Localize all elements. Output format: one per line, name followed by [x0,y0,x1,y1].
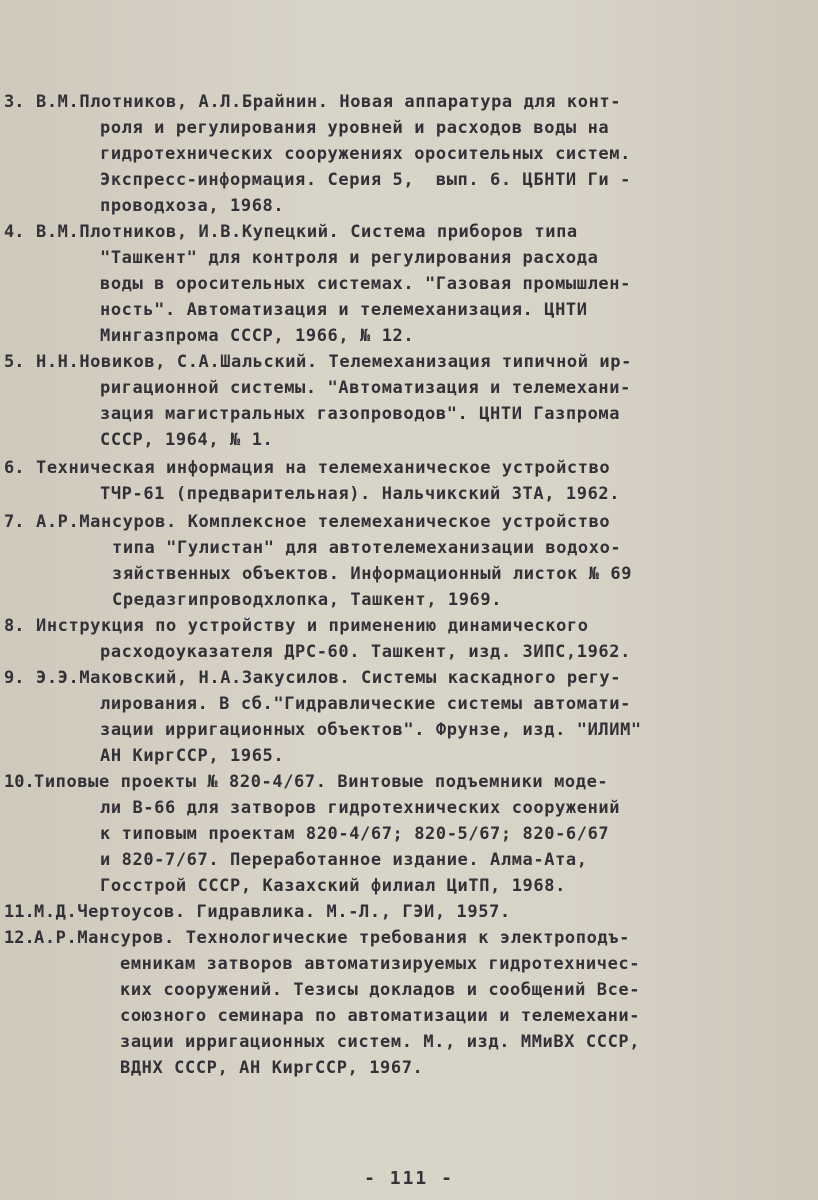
reference-line: проводхоза, 1968. [100,196,285,216]
reference-line: зация магистральных газопроводов". ЦНТИ Газпрома [100,404,621,424]
reference-line: гидротехнических сооружениях оросительных систем. [100,144,631,164]
reference-line: Типовые проекты № 820-4/67. Винтовые подъемники моде- [34,772,609,792]
reference-number: 5. [4,352,25,372]
reference-line: емникам затворов автоматизируемых гидротехничес- [120,954,641,974]
reference-line: А.Р.Мансуров. Технологические требования к электроподъ- [34,928,630,948]
reference-number: 7. [4,512,25,532]
reference-line: к типовым проектам 820-4/67; 820-5/67; 820-6/67 [100,824,610,844]
reference-line: Средазгипроводхлопка, Ташкент, 1969. [112,590,503,610]
reference-line: зации ирригационных систем. М., изд. ММиВХ СССР, [120,1032,641,1052]
reference-line: Техническая информация на телемеханическое устройство [36,458,611,478]
reference-line: Н.Н.Новиков, С.А.Шальский. Телемеханизация типичной ир- [36,352,632,372]
reference-line: и 820-7/67. Переработанное издание. Алма-Ата, [100,850,588,870]
reference-number: 12. [4,928,35,948]
reference-number: 6. [4,458,25,478]
reference-line: роля и регулирования уровней и расходов воды на [100,118,610,138]
reference-line: зации ирригационных объектов". Фрунзе, изд. "ИЛИМ" [100,720,642,740]
reference-line: СССР, 1964, № 1. [100,430,274,450]
reference-line: ВДНХ СССР, АН КиргССР, 1967. [120,1058,424,1078]
reference-line: ность". Автоматизация и телемеханизация. ЦНТИ [100,300,588,320]
reference-line: ли В-66 для затворов гидротехнических сооружений [100,798,621,818]
reference-number: 8. [4,616,25,636]
reference-number: 4. [4,222,25,242]
reference-line: расходоуказателя ДРС-60. Ташкент, изд. ЗИПС,1962. [100,642,631,662]
reference-line: "Ташкент" для контроля и регулирования расхода [100,248,599,268]
reference-line: М.Д.Чертоусов. Гидравлика. М.-Л., ГЭИ, 1957. [34,902,511,922]
reference-number: 11. [4,902,35,922]
reference-line: ких сооружений. Тезисы докладов и сообщений Все- [120,980,641,1000]
reference-line: А.Р.Мансуров. Комплексное телемеханическое устройство [36,512,611,532]
reference-line: В.М.Плотников, И.В.Купецкий. Система приборов типа [36,222,578,242]
reference-number: 10. [4,772,35,792]
reference-line: Э.Э.Маковский, Н.А.Закусилов. Системы каскадного регу- [36,668,622,688]
reference-line: типа "Гулистан" для автотелемеханизации водохо- [112,538,622,558]
reference-number: 9. [4,668,25,688]
reference-line: лирования. В сб."Гидравлические системы автомати- [100,694,631,714]
reference-line: В.М.Плотников, А.Л.Брайнин. Новая аппаратура для конт- [36,92,622,112]
reference-line: Экспресс-информация. Серия 5, вып. 6. ЦБНТИ Ги - [100,170,631,190]
reference-line: воды в оросительных системах. "Газовая промышлен- [100,274,631,294]
reference-line: Инструкция по устройству и применению динамического [36,616,589,636]
reference-line: союзного семинара по автоматизации и телемехани- [120,1006,641,1026]
reference-line: ригационной системы. "Автоматизация и телемехани- [100,378,631,398]
reference-line: зяйственных объектов. Информационный листок № 69 [112,564,633,584]
reference-line: Госстрой СССР, Казахский филиал ЦиТП, 1968. [100,876,566,896]
page-number: - 111 - [364,1168,454,1189]
reference-number: 3. [4,92,25,112]
reference-line: Мингазпрома СССР, 1966, № 12. [100,326,415,346]
reference-line: АН КиргССР, 1965. [100,746,285,766]
reference-line: ТЧР-61 (предварительная). Нальчикский ЗТА, 1962. [100,484,621,504]
